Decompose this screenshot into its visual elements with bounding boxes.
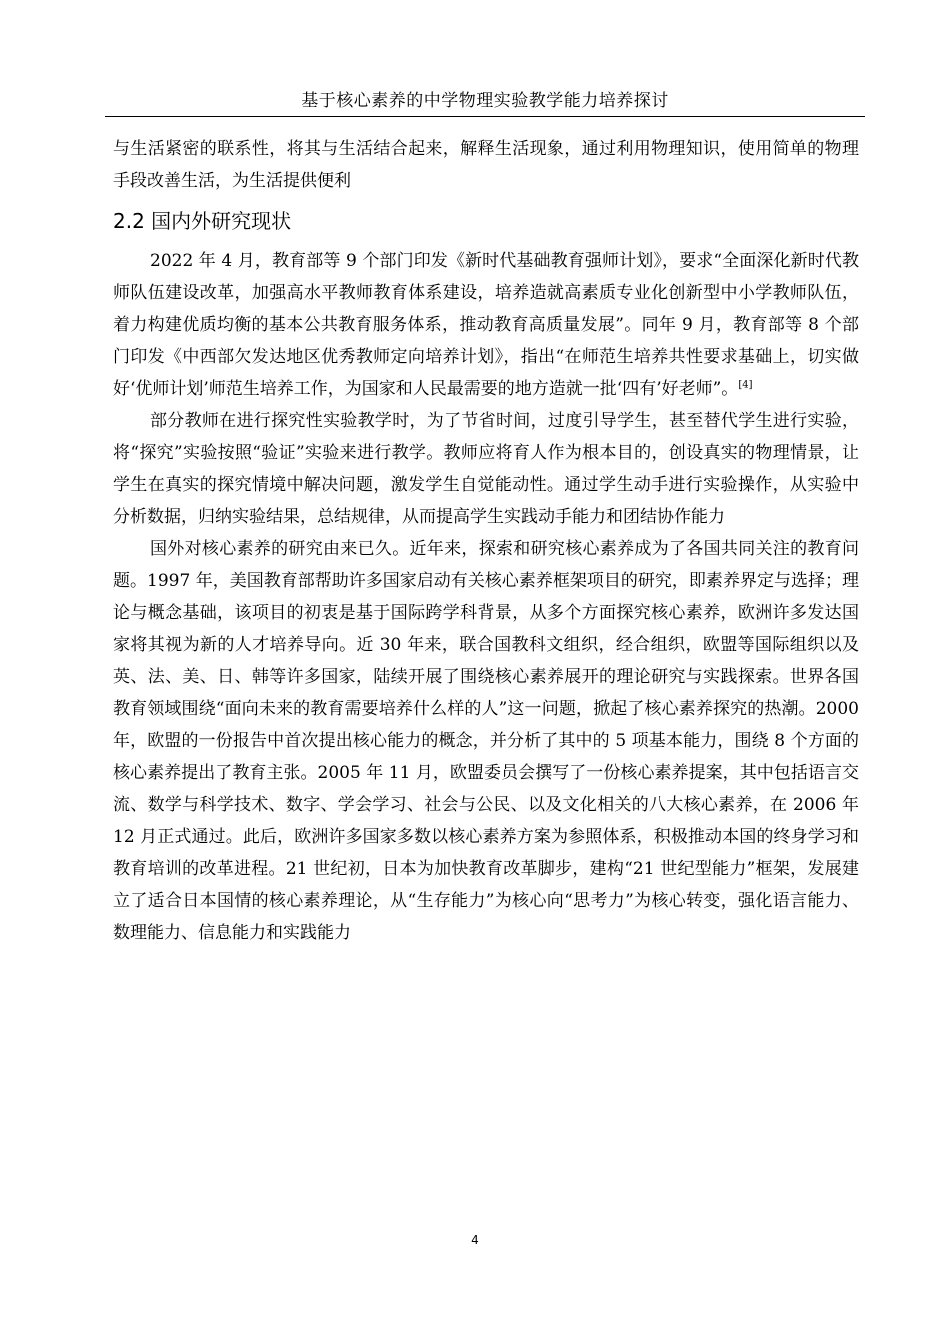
- paragraph-teacher-plan: [113, 245, 859, 405]
- citation-marker: [4]: [738, 379, 753, 391]
- page-number: 4: [471, 1233, 479, 1247]
- paragraph-teacher-plan-text: 2022 年 4 月，教育部等 9 个部门印发《新时代基础教育强师计划》，要求“全面深化新时代教师队伍建设改革，加强高水平教师教育体系建设，培养造就高素质专业化创新型中小学教师队伍，着力构建优质均衡的基本公共教育服务体系，推动教育高质量发展”。同年 9 月，教育部等 8 个部门印发《中西部欠发达地区优秀教师定向培养计划》，指出“在师范生培养共性要求基础上，切实做好‘优师计划’师范生培养工作，为国家和人民最需要的地方造就一批‘四有’好老师”。: [113, 251, 859, 399]
- intro-paragraph: 与生活紧密的联系性，将其与生活结合起来，解释生活现象，通过利用物理知识，使用简单的物理手段改善生活，为生活提供便利: [113, 139, 859, 191]
- section-heading: 2.2 国内外研究现状: [113, 209, 292, 233]
- document-body: [113, 133, 859, 949]
- paragraph-foreign-research: 国外对核心素养的研究由来已久。近年来，探索和研究核心素养成为了各国共同关注的教育问题。1997 年，美国教育部帮助许多国家启动有关核心素养框架项目的研究，即素养界定与选择；理论与概念基础，该项目的初衷是基于国际跨学科背景，从多个方面探究核心素养，欧洲许多发达国家将其视为新的人才培养导向。近 30 年来，联合国教科文组织，经合组织，欧盟等国际组织以及英、法、美、日、韩等许多国家，陆续开展了围绕核心素养展开的理论研究与实践探索。世界各国教育领域围绕“面向未来的教育需要培养什么样的人”这一问题，掀起了核心素养探究的热潮。2000 年，欧盟的一份报告中首次提出核心能力的概念，并分析了其中的 5 项基本能力，围绕 8 个方面的核心素养提出了教育主张。2005 年 11 月，欧盟委员会撰写了一份核心素养提案，其中包括语言交流、数学与科学技术、数字、学会学习、社会与公民、以及文化相关的八大核心素养，在 2006 年 12 月正式通过。此后，欧洲许多国家多数以核心素养方案为参照体系，积极推动本国的终身学习和教育培训的改革进程。21 世纪初，日本为加快教育改革脚步，建构“21 世纪型能力”框架，发展建立了适合日本国情的核心素养理论，从“生存能力”为核心向“思考力”为核心转变，强化语言能力、数理能力、信息能力和实践能力: [113, 539, 859, 943]
- paragraph-inquiry-teaching: 部分教师在进行探究性实验教学时，为了节省时间，过度引导学生，甚至替代学生进行实验，将“探究”实验按照“验证”实验来进行教学。教师应将育人作为根本目的，创设真实的物理情景，让学生在真实的探究情境中解决问题，激发学生自觉能动性。通过学生动手进行实验操作，从实验中分析数据，归纳实验结果，总结规律，从而提高学生实践动手能力和团结协作能力: [113, 411, 859, 527]
- page-header-title: 基于核心素养的中学物理实验教学能力培养探讨: [105, 88, 865, 117]
